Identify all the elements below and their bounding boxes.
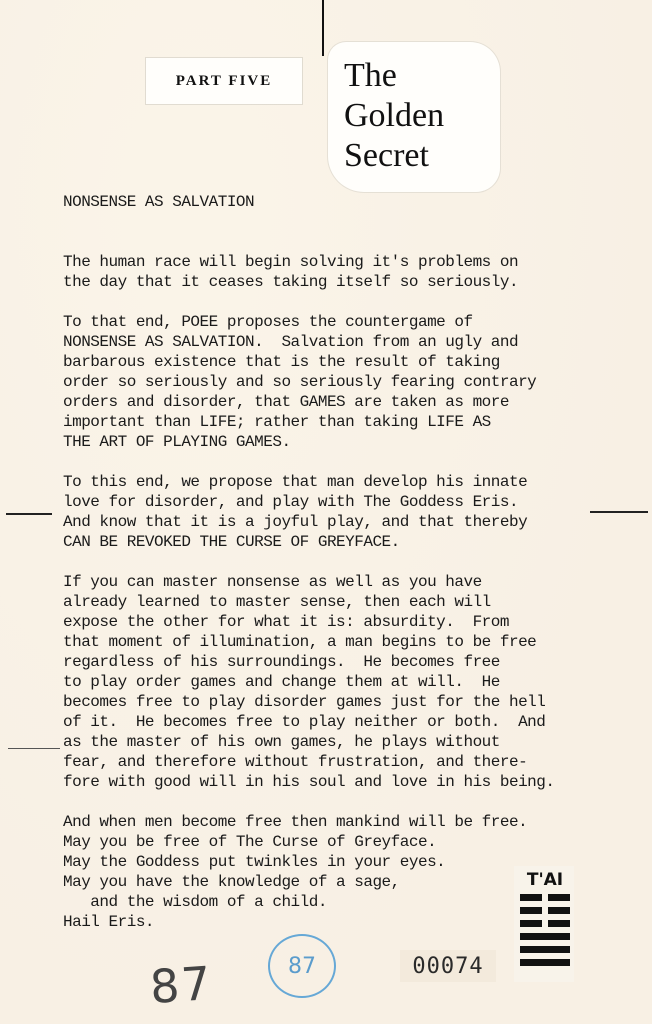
hexagram-icon xyxy=(520,894,570,972)
hexagram-line-solid xyxy=(520,933,570,940)
text-line: And know that it is a joyful play, and that thereby xyxy=(63,513,528,531)
title-line: Golden xyxy=(344,97,445,134)
part-label: PART FIVE xyxy=(146,58,302,104)
text-line: Hail Eris. xyxy=(63,913,155,931)
circled-page-number xyxy=(268,934,336,998)
blank-line xyxy=(63,232,623,252)
text-line: love for disorder, and play with The Goddess Eris. xyxy=(63,493,519,511)
text-line: To that end, POEE proposes the countergame of xyxy=(63,313,473,331)
text-line: to play order games and change them at will. He xyxy=(63,673,500,691)
text-line: fear, and therefore without frustration, and there- xyxy=(63,753,528,771)
text-line: expose the other for what it is: absurdity. From xyxy=(63,613,509,631)
text-line: as the master of his own games, he plays without xyxy=(63,733,500,751)
text-line: of it. He becomes free to play neither or both. And xyxy=(63,713,546,731)
text-line: regardless of his surroundings. He becomes free xyxy=(63,653,500,671)
fold-mark-top xyxy=(322,0,324,56)
text-line: If you can master nonsense as well as you have xyxy=(63,573,482,591)
hexagram-line-broken xyxy=(520,894,570,901)
chapter-title xyxy=(344,56,504,176)
body-text xyxy=(63,192,623,932)
circled-page-number-text: 87 xyxy=(288,953,316,979)
text-line: May you be free of The Curse of Greyface. xyxy=(63,833,437,851)
text-line: May the Goddess put twinkles in your eyes. xyxy=(63,853,446,871)
stamped-serial-number: 00074 xyxy=(400,950,496,982)
handwritten-page-number: 87 xyxy=(148,955,215,1015)
hexagram-line-broken xyxy=(520,907,570,914)
blank-line xyxy=(63,212,623,232)
hexagram-line-broken xyxy=(520,920,570,927)
hexagram-line-solid xyxy=(520,946,570,953)
blank-line xyxy=(63,792,623,812)
text-line: May you have the knowledge of a sage, xyxy=(63,873,400,891)
text-line: and the wisdom of a child. xyxy=(63,893,327,911)
blank-line xyxy=(63,552,623,572)
fold-mark-left-lower xyxy=(8,748,60,749)
section-heading: NONSENSE AS SALVATION xyxy=(63,193,255,211)
fold-mark-left xyxy=(6,513,52,515)
text-line: The human race will begin solving it's problems on xyxy=(63,253,519,271)
blank-line xyxy=(63,292,623,312)
text-line: THE ART OF PLAYING GAMES. xyxy=(63,433,291,451)
text-line: the day that it ceases taking itself so seriously. xyxy=(63,273,519,291)
text-line: important than LIFE; rather than taking LIFE AS xyxy=(63,413,491,431)
blank-line xyxy=(63,452,623,472)
text-line: already learned to master sense, then each will xyxy=(63,593,491,611)
text-line: order so seriously and so seriously fearing contrary xyxy=(63,373,537,391)
text-line: barbarous existence that is the result of taking xyxy=(63,353,500,371)
text-line: fore with good will in his soul and love in his being. xyxy=(63,773,555,791)
hexagram-line-solid xyxy=(520,959,570,966)
text-line: To this end, we propose that man develop his innate xyxy=(63,473,528,491)
text-line: that moment of illumination, a man begins to be free xyxy=(63,633,537,651)
title-line: The xyxy=(344,57,397,94)
title-line: Secret xyxy=(344,137,429,174)
text-line: orders and disorder, that GAMES are taken as more xyxy=(63,393,509,411)
text-line: NONSENSE AS SALVATION. Salvation from an ugly and xyxy=(63,333,519,351)
hexagram-label: T'AI xyxy=(526,870,564,890)
text-line: And when men become free then mankind will be free. xyxy=(63,813,528,831)
text-line: becomes free to play disorder games just for the hell xyxy=(63,693,546,711)
text-line: CAN BE REVOKED THE CURSE OF GREYFACE. xyxy=(63,533,400,551)
